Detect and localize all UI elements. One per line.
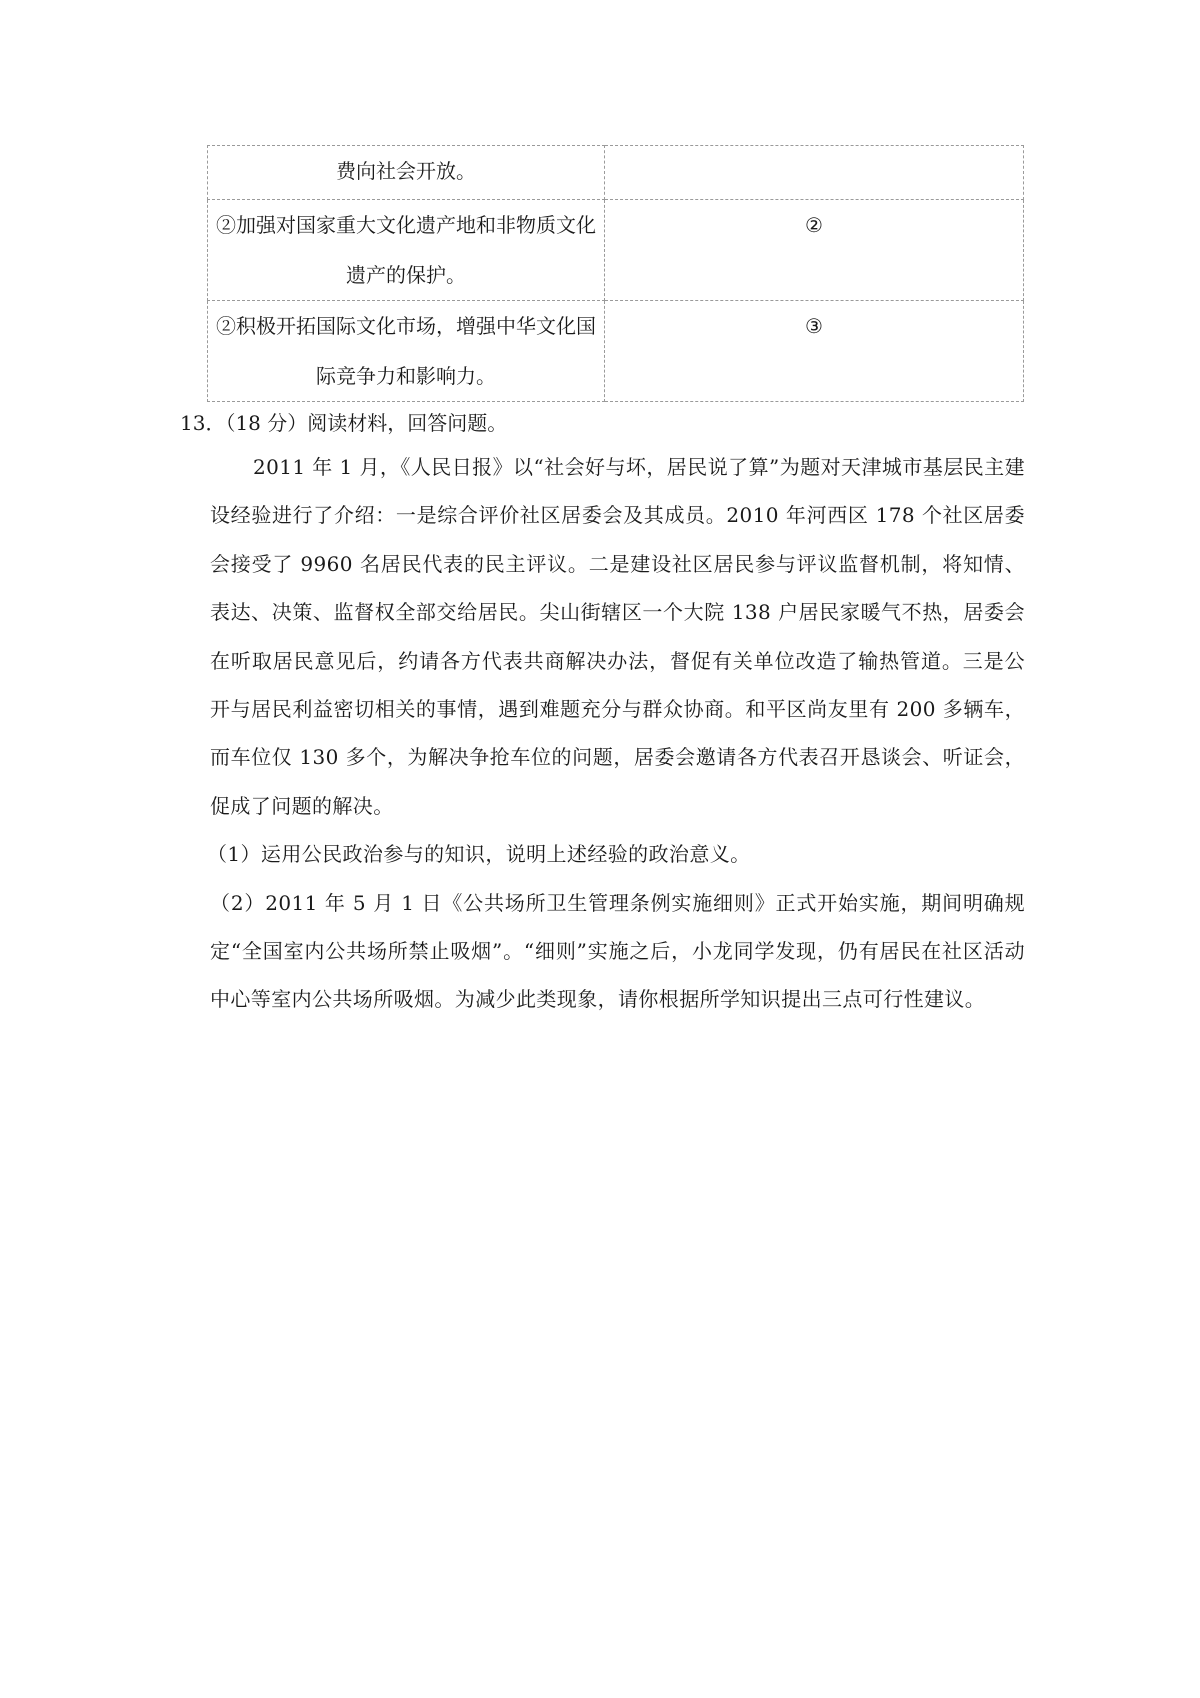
table-cell-right: ② [604,200,1023,301]
answer-table [207,145,1024,402]
sub-question-1: （1）运用公民政治参与的知识，说明上述经验的政治意义。 [207,842,751,867]
question-13 [180,403,1025,1024]
table-row [208,301,1024,402]
table-cell-right [604,146,1023,200]
table-cell-right: ③ [604,301,1023,402]
question-header: 13．（18 分）阅读材料，回答问题。 [180,411,508,435]
table-cell-left: ②积极开拓国际文化市场，增强中华文化国际竞争力和影响力。 [208,301,605,402]
table-row [208,200,1024,301]
table-row [208,146,1024,200]
sub-question-2: （2）2011 年 5 月 1 日《公共场所卫生管理条例实施细则》正式开始实施，期间明确规定“全国室内公共场所禁止吸烟”。“细则”实施之后，小龙同学发现，仍有居民在社区活动中心等室内公共场所吸烟。为减少此类现象，请你根据所学知识提出三点可行性建议。 [210,890,1025,1012]
table-cell-left: 费向社会开放。 [208,146,605,200]
question-material: 2011 年 1 月，《人民日报》以“社会好与坏，居民说了算”为题对天津城市基层民主建设经验进行了介绍：一是综合评价社区居委会及其成员。2010 年河西区 178 个社区居委会接受了 9960 名居民代表的民主评议。二是建设社区居民参与评议监督机制，将知情、表达、决策、监督权全部交给居民。尖山街辖区一个大院 138 户居民家暖气不热，居委会在听取居民意见后，约请各方代表共商解决办法，督促有关单位改造了输热管道。三是公开与居民利益密切相关的事情，遇到难题充分与群众协商。和平区尚友里有 200 多辆车，而车位仅 130 多个，为解决争抢车位的问题，居委会邀请各方代表召开恳谈会、听证会，促成了问题的解决。 [210,455,1025,818]
table-cell-left: ②加强对国家重大文化遗产地和非物质文化遗产的保护。 [208,200,605,301]
